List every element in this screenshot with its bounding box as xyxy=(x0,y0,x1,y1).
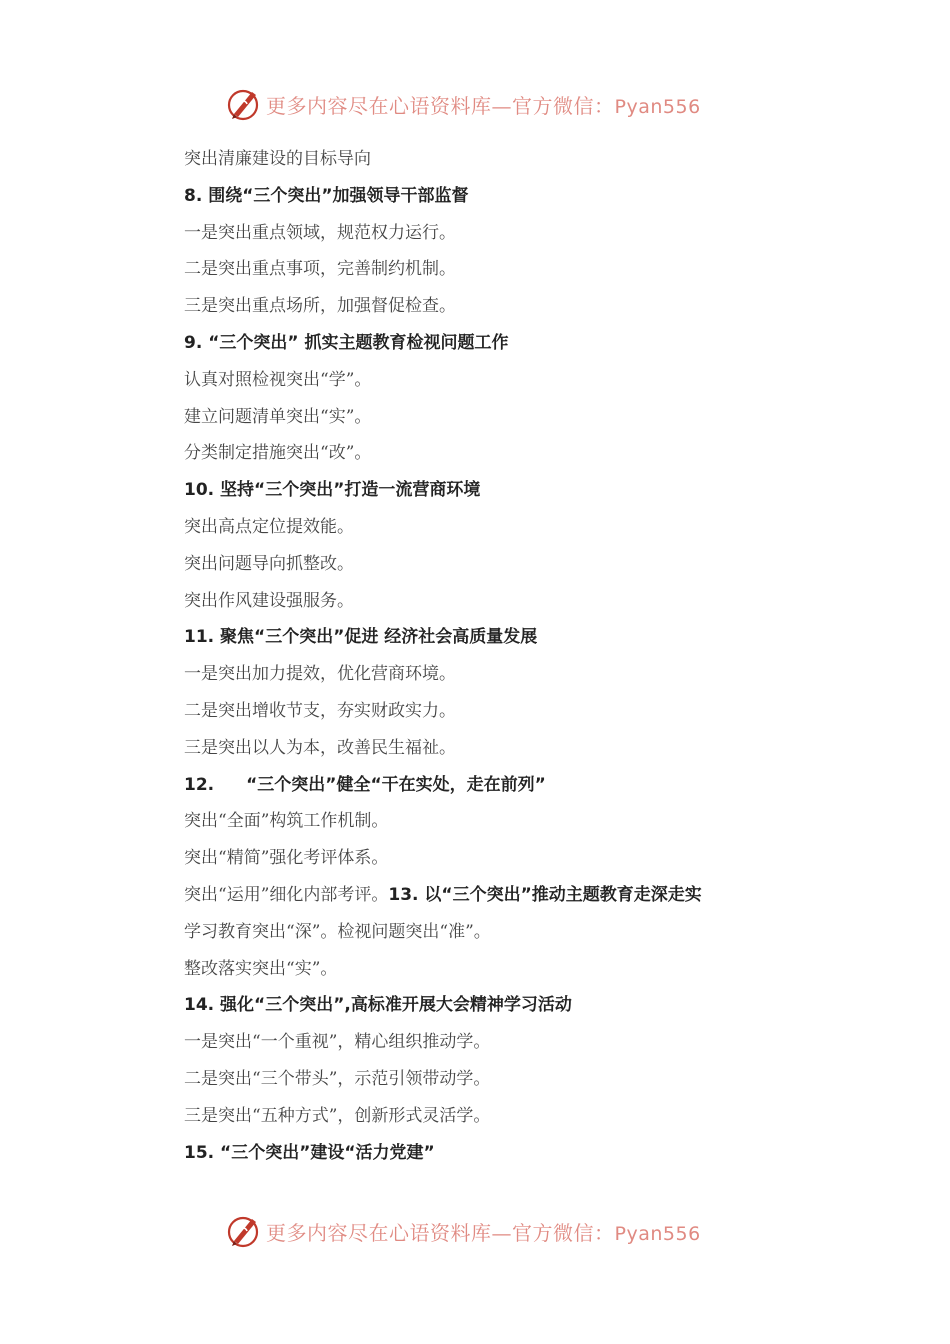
banner-text xyxy=(266,1217,701,1246)
body-text-line: 突出清廉建设的目标导向 xyxy=(184,149,371,169)
section-heading: 10. 坚持“三个突出”打造一流营商环境 xyxy=(184,480,481,501)
body-text-line: 分类制定措施突出“改”。 xyxy=(184,443,372,464)
section-heading: 8. 围绕“三个突出”加强领导干部监督 xyxy=(184,185,469,206)
body-text-line: 二是突出“三个带头”，示范引领带动学。 xyxy=(184,1068,491,1089)
mixed-line-plain: 突出“运用”细化内部考评。 xyxy=(184,884,389,905)
banner-text-cn: 更多内容尽在心语资料库—官方微信： xyxy=(266,93,615,118)
footer-banner xyxy=(226,1211,701,1251)
body-text-line: 突出作风建设强服务。 xyxy=(184,590,354,611)
heading-12-text: “三个突出”健全“干在实处，走在前列” xyxy=(246,774,546,795)
body-text-line: 三是突出以人为本，改善民生福祉。 xyxy=(184,737,456,758)
body-text-line: 一是突出加力提效，优化营商环境。 xyxy=(184,664,456,685)
pen-logo-icon xyxy=(226,1213,262,1249)
banner-text-wechat-id: Pyan556 xyxy=(614,1222,701,1245)
body-text-line: 建立问题清单突出“实”。 xyxy=(184,406,372,427)
body-text-line: 整改落实突出“实”。 xyxy=(184,958,338,979)
body-text-line: 突出“精简”强化考评体系。 xyxy=(184,848,389,869)
banner-text-wechat-id: Pyan556 xyxy=(614,95,701,118)
pen-logo-icon xyxy=(226,86,262,122)
section-lines-c xyxy=(184,914,884,1172)
heading-line-12 xyxy=(184,767,884,804)
section-lines-b xyxy=(184,803,884,877)
heading-13: 13. 以“三个突出”推动主题教育走深走实 xyxy=(388,884,702,905)
body-text-line: 一是突出重点领域，规范权力运行。 xyxy=(184,222,456,243)
body-text-line: 学习教育突出“深”。检视问题突出“准”。 xyxy=(184,921,491,942)
body-text-line: 三是突出“五种方式”，创新形式灵活学。 xyxy=(184,1105,491,1126)
body-text-line: 突出问题导向抓整改。 xyxy=(184,553,354,574)
document-body xyxy=(184,141,884,1171)
banner-text-cn: 更多内容尽在心语资料库—官方微信： xyxy=(266,1220,615,1245)
body-text-line: 三是突出重点场所，加强督促检查。 xyxy=(184,296,456,317)
header-banner xyxy=(226,84,701,124)
section-heading: 9. “三个突出” 抓实主题教育检视问题工作 xyxy=(184,332,509,353)
body-text-line: 二是突出重点事项，完善制约机制。 xyxy=(184,259,456,280)
section-heading: 15. “三个突出”建设“活力党建” xyxy=(184,1142,435,1163)
section-heading: 14. 强化“三个突出”,高标准开展大会精神学习活动 xyxy=(184,995,572,1016)
mixed-line xyxy=(184,877,884,914)
section-heading: 11. 聚焦“三个突出”促进 经济社会高质量发展 xyxy=(184,627,538,648)
body-text-line: 一是突出“一个重视”，精心组织推动学。 xyxy=(184,1032,491,1053)
body-text-line: 突出“全面”构筑工作机制。 xyxy=(184,811,389,832)
heading-12-number: 12. xyxy=(184,774,215,795)
banner-text xyxy=(266,90,701,119)
section-lines-a xyxy=(184,141,884,767)
body-text-line: 二是突出增收节支，夯实财政实力。 xyxy=(184,700,456,721)
body-text-line: 突出高点定位提效能。 xyxy=(184,516,354,537)
body-text-line: 认真对照检视突出“学”。 xyxy=(184,369,372,390)
